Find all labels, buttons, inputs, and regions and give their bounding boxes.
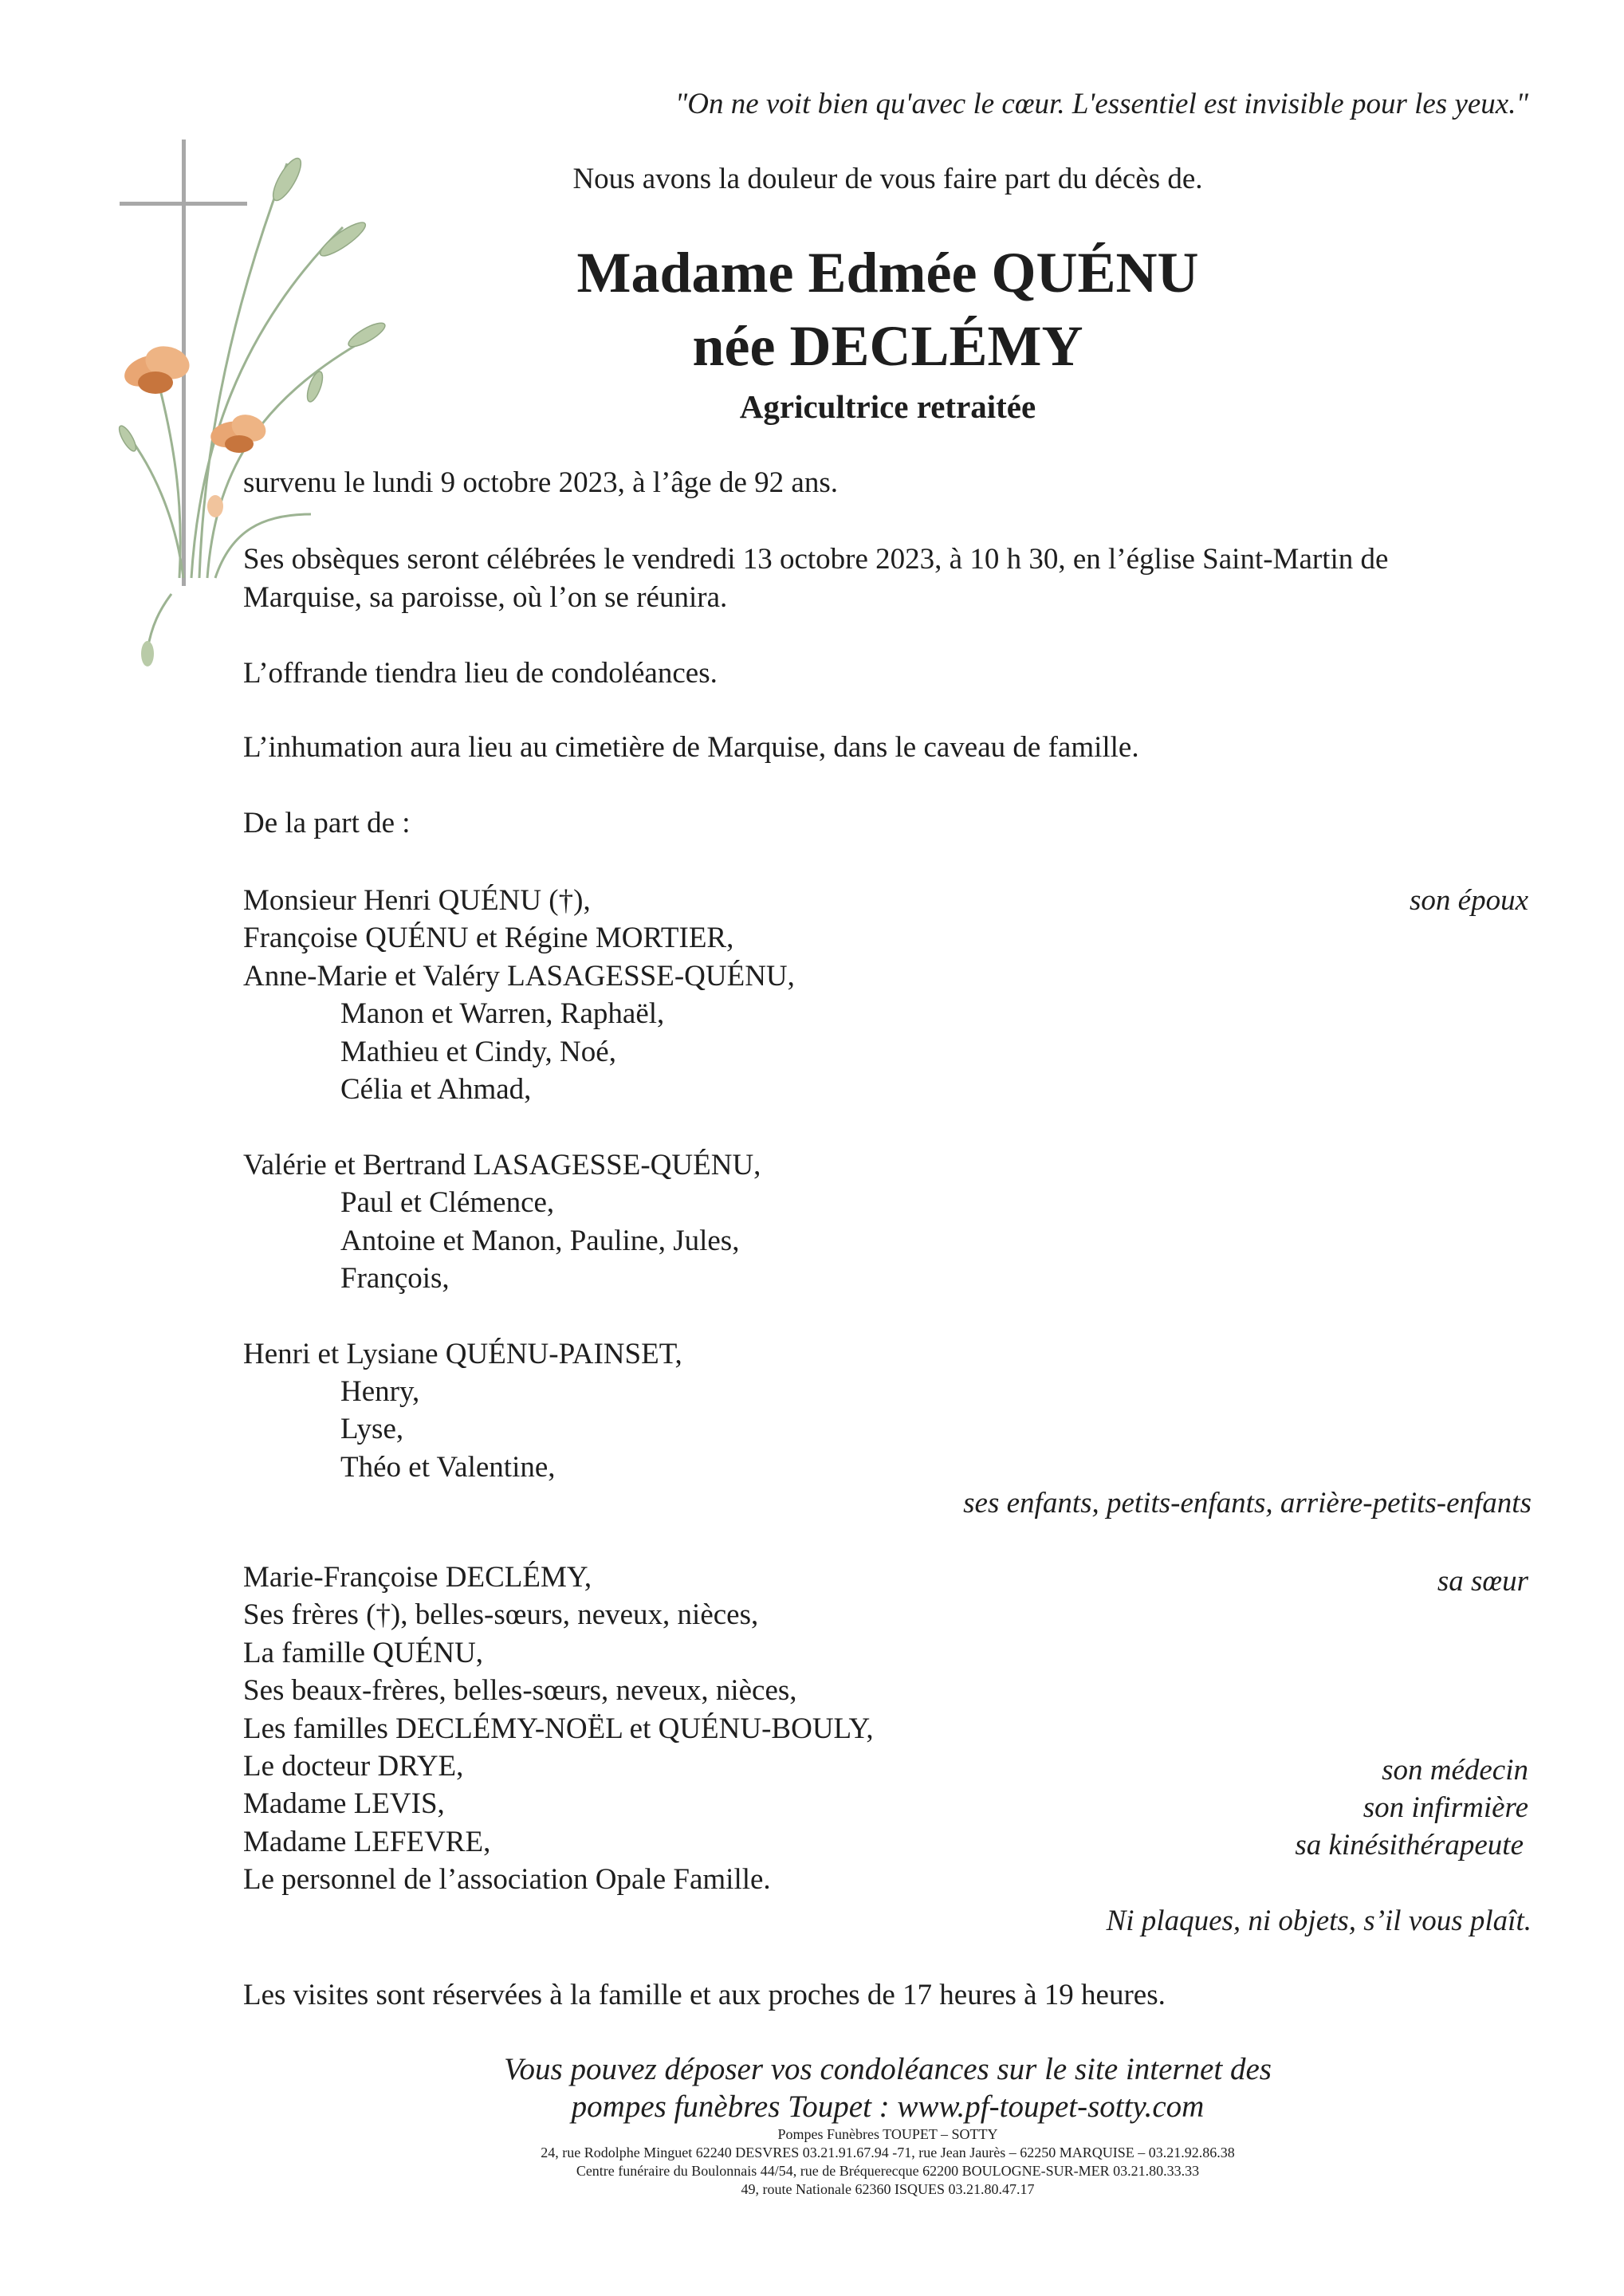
mourner: Madame LEVIS, [243, 1787, 445, 1821]
footer-address-2: Centre funéraire du Boulonnais 44/54, rue de Bréquerecque 62200 BOULOGNE-SUR-MER 03.21.80.33.33 [576, 2163, 1200, 2179]
family-member: Françoise QUÉNU et Régine MORTIER, [243, 922, 734, 955]
cross-horizontal-bar [120, 202, 247, 206]
grandchild-member: Mathieu et Cindy, Noé, [340, 1035, 616, 1068]
funeral-line-2: Marquise, sa paroisse, où l’on se réunira. [243, 581, 728, 614]
quote: "On ne voit bien qu'avec le cœur. L'essentiel est invisible pour les yeux." [674, 88, 1528, 120]
burial-line: L’inhumation aura lieu au cimetière de Marquise, dans le caveau de famille. [243, 731, 1139, 764]
mourner: Les familles DECLÉMY-NOËL et QUÉNU-BOULY, [243, 1712, 874, 1745]
relation-doctor: son médecin [1382, 1754, 1528, 1787]
grandchild-member: Théo et Valentine, [340, 1450, 556, 1484]
grandchild-member: Antoine et Manon, Pauline, Jules, [340, 1224, 740, 1257]
footer-address-1: 24, rue Rodolphe Minguet 62240 DESVRES 03.21.91.67.94 -71, rue Jean Jaurès – 62250 MARQUISE – 03.21.92.86.38 [541, 2145, 1235, 2160]
deceased-name: Madame Edmée QUÉNU [576, 241, 1199, 305]
no-flowers-note: Ni plaques, ni objets, s’il vous plaît. [1106, 1905, 1532, 1937]
footer-company: Pompes Funèbres TOUPET – SOTTY [777, 2126, 998, 2142]
condolences-line-1: Vous pouvez déposer vos condoléances sur le site internet des [504, 2052, 1272, 2086]
offering-line: L’offrande tiendra lieu de condoléances. [243, 657, 718, 690]
from-label: De la part de : [243, 807, 411, 839]
visits-line: Les visites sont réservées à la famille et aux proches de 17 heures à 19 heures. [243, 1979, 1166, 2011]
deceased-occupation: Agricultrice retraitée [739, 388, 1036, 425]
relation-physio: sa kinésithérapeute [1295, 1829, 1524, 1862]
others-list [243, 1559, 874, 1899]
grandchild-member: Manon et Warren, Raphaël, [340, 997, 665, 1031]
relation-spouse: son époux [1410, 884, 1528, 917]
family-member: Valérie et Bertrand LASAGESSE-QUÉNU, [243, 1148, 761, 1181]
mourner: Ses frères (†), belles-sœurs, neveux, nièces, [243, 1598, 759, 1632]
mourner: Marie-Françoise DECLÉMY, [243, 1561, 592, 1594]
grandchild-member: Lyse, [340, 1413, 404, 1446]
relation-sister: sa sœur [1437, 1565, 1528, 1598]
condolences-line-2: pompes funèbres Toupet : www.pf-toupet-sotty.com [571, 2090, 1205, 2124]
mourner: La famille QUÉNU, [243, 1636, 484, 1669]
family-list [243, 882, 795, 1486]
deceased-maiden-name: née DECLÉMY [692, 314, 1083, 378]
family-member: Henri et Lysiane QUÉNU-PAINSET, [243, 1337, 682, 1370]
relation-nurse: son infirmière [1363, 1791, 1528, 1824]
mourner: Madame LEFEVRE, [243, 1825, 491, 1858]
mourner: Ses beaux-frères, belles-sœurs, neveux, nièces, [243, 1674, 797, 1708]
grandchild-member: Henry, [340, 1375, 420, 1409]
grandchild-member: François, [340, 1261, 450, 1295]
mourner: Le docteur DRYE, [243, 1749, 464, 1783]
grandchild-member: Célia et Ahmad, [340, 1072, 532, 1106]
relation-children: ses enfants, petits-enfants, arrière-petits-enfants [963, 1487, 1532, 1520]
footer-address-3: 49, route Nationale 62360 ISQUES 03.21.80.47.17 [741, 2181, 1035, 2197]
announcement-intro: Nous avons la douleur de vous faire part du décès de. [572, 163, 1203, 195]
funeral-line-1: Ses obsèques seront célébrées le vendredi 13 octobre 2023, à 10 h 30, en l’église Saint-Martin de [243, 543, 1389, 576]
family-member: Anne-Marie et Valéry LASAGESSE-QUÉNU, [243, 959, 795, 993]
family-member: Monsieur Henri QUÉNU (†), [243, 884, 591, 917]
death-date-line: survenu le lundi 9 octobre 2023, à l’âge de 92 ans. [243, 466, 838, 499]
mourner: Le personnel de l’association Opale Famille. [243, 1863, 771, 1897]
grandchild-member: Paul et Clémence, [340, 1186, 555, 1220]
